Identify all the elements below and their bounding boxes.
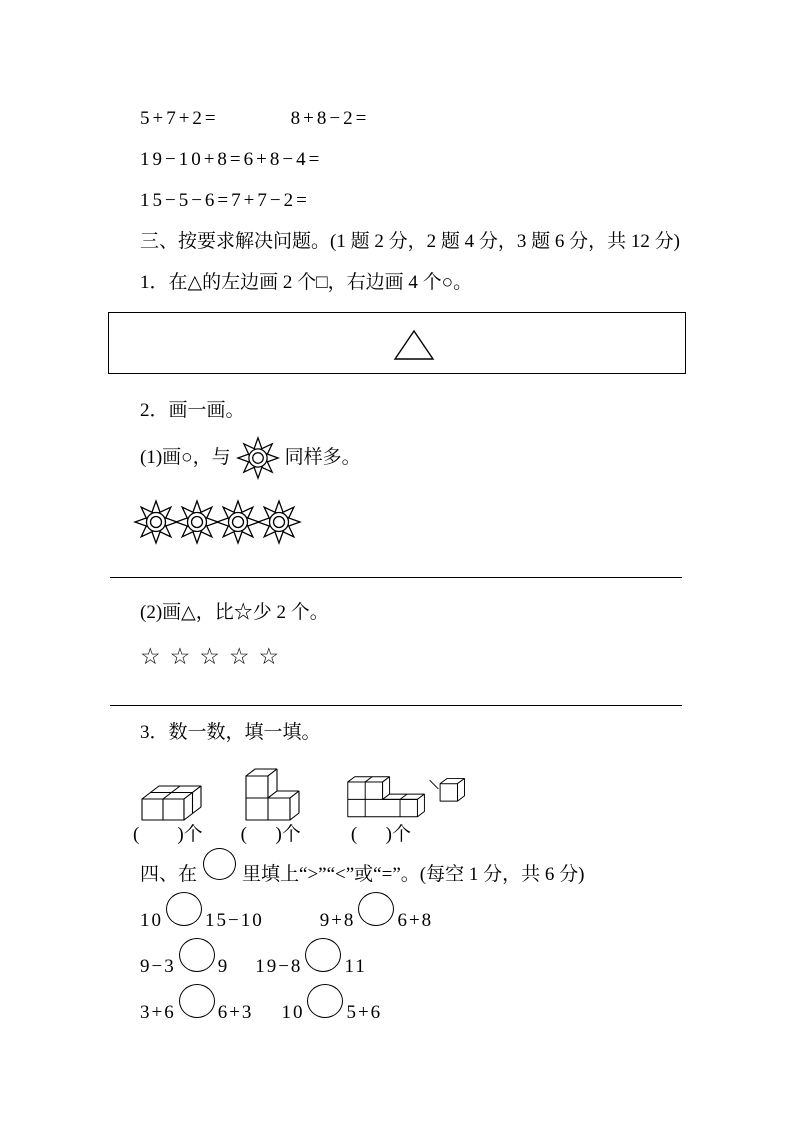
compare-pair [281,984,382,1024]
section4-heading-suffix: 里填上“>”“<”或“=”。(每空 1 分，共 6 分) [242,864,585,885]
count-blank: ( )个 [133,824,203,845]
compare-left: 9+8 [319,910,356,931]
question-3-label: 3．数一数，填一填。 [140,722,321,743]
calc-line-1 [140,108,693,130]
section4-heading-prefix: 四、在 [140,864,198,885]
question-2-part1 [140,434,693,482]
calc-expression: 15−5−6=7+7−2= [140,190,310,211]
compare-circle [179,938,215,972]
triangle-icon [392,329,436,361]
answer-box [108,312,686,374]
question-1-text: 1．在△的左边画 2 个□，右边画 4 个○。 [140,272,473,293]
cube-step-figure [244,758,302,822]
cube-block-figure [140,774,210,822]
sun-icon [255,498,303,546]
compare-pair [255,938,367,978]
sun-row [132,498,693,546]
compare-circle [305,938,341,972]
compare-circle [358,892,394,926]
compare-left: 19−8 [255,956,303,977]
compare-circle [307,984,343,1018]
cube-row-with-loose-cube-figure [346,768,468,822]
compare-right: 9 [217,956,230,977]
star-row: ☆☆☆☆☆ [140,644,289,669]
section3-heading: 三、按要求解决问题。(1 题 2 分，2 题 4 分，3 题 6 分，共 12 分) [140,231,680,252]
answer-line [110,576,682,578]
calc-expression: 5+7+2= [140,108,219,129]
question-2-part2: (2)画△，比☆少 2 个。 [140,602,329,623]
count-blanks-row [133,824,693,846]
count-blank: ( )个 [350,824,411,845]
compare-left: 3+6 [140,1002,176,1023]
compare-pair [320,892,433,932]
compare-pair [140,938,229,978]
compare-right: 15−10 [205,910,264,931]
calc-line-2 [140,149,693,171]
compare-pair [140,984,253,1024]
calc-line-3 [140,190,693,212]
part1-prefix: (1)画○，与 [140,447,231,468]
calc-expression: 19−10+8=6+8−4= [140,149,323,170]
compare-right: 6+3 [217,1002,254,1023]
section4-heading [140,848,693,886]
part1-suffix: 同样多。 [284,447,361,468]
compare-row [140,938,693,978]
compare-left: 10 [140,910,163,931]
compare-row [140,984,693,1024]
count-blank: ( )个 [240,824,301,845]
compare-pair [140,892,264,932]
compare-circle [203,848,236,880]
cube-figures-row [140,754,693,822]
compare-right: 11 [344,956,367,977]
compare-circle [179,984,215,1018]
compare-left: 9−3 [140,956,176,977]
answer-line [110,704,682,706]
compare-circle [166,892,202,926]
compare-left: 10 [281,1002,305,1023]
compare-right: 6+8 [397,910,434,931]
sun-icon [235,435,281,481]
calc-expression: 8+8−2= [290,108,370,129]
compare-row [140,892,693,932]
compare-right: 5+6 [346,1002,383,1023]
question-2-label: 2．画一画。 [140,400,245,421]
